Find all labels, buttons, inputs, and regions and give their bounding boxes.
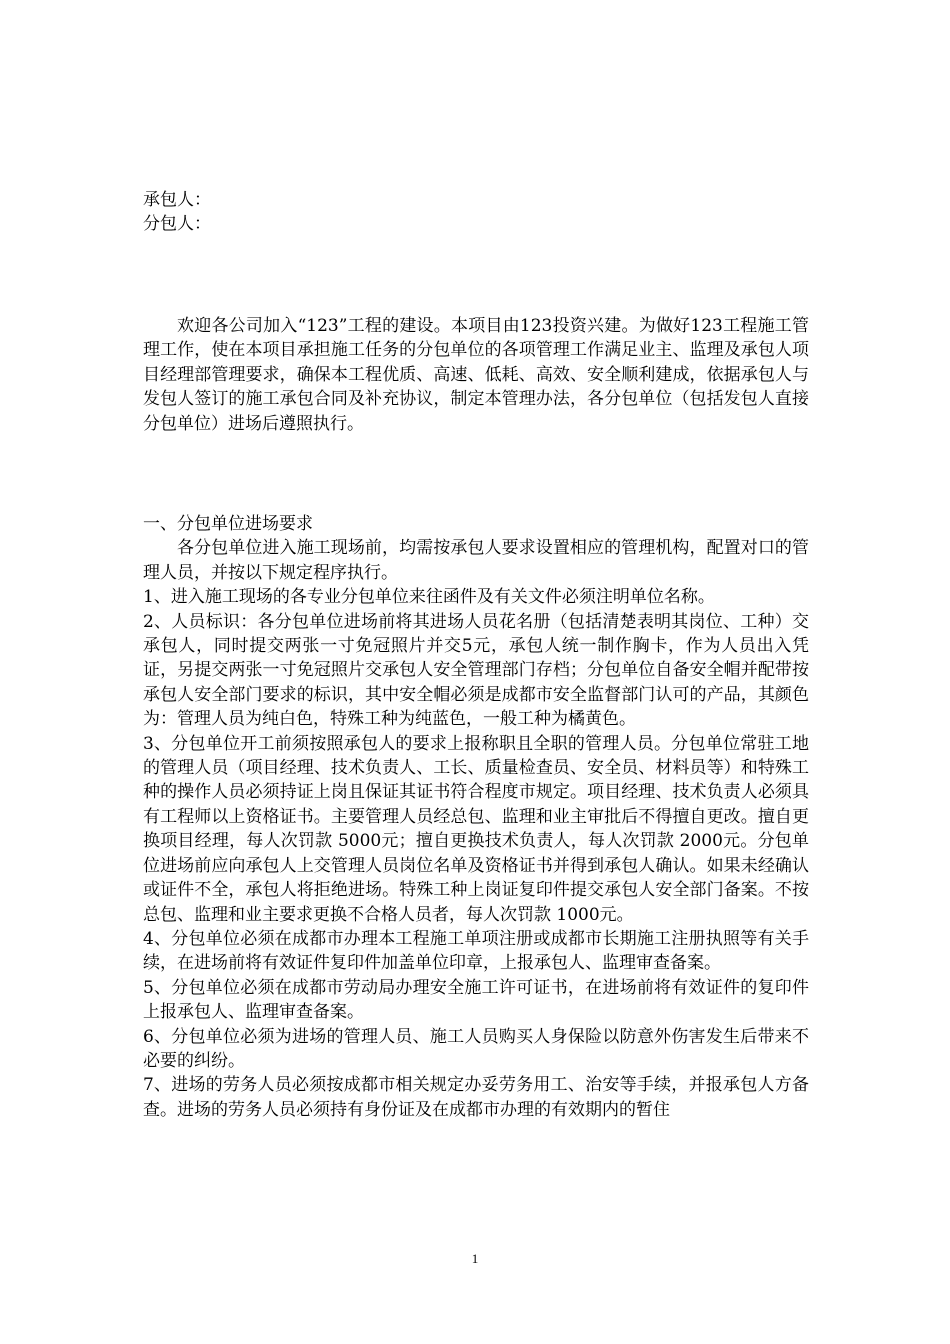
party-block xyxy=(143,188,809,237)
requirement-item-5: 5、分包单位必须在成都市劳动局办理安全施工许可证书，在进场前将有效证件的复印件上报承包人、监理审查备案。 xyxy=(143,977,809,1023)
requirement-item-7: 7、进场的劳务人员必须按成都市相关规定办妥劳务用工、治安等手续，并报承包人方备查。进场的劳务人员必须持有身份证及在成都市办理的有效期内的暂住 xyxy=(143,1075,809,1120)
requirement-item-4: 4、分包单位必须在成都市办理本工程施工单项注册或成都市长期施工注册执照等有关手续，在进场前将有效证件复印件加盖单位印章，上报承包人、监理审查备案。 xyxy=(143,928,809,974)
section-lead-paragraph: 各分包单位进入施工现场前，均需按承包人要求设置相应的管理机构，配置对口的管理人员，并按以下规定程序执行。 xyxy=(143,538,809,583)
requirement-item-3: 3、分包单位开工前须按照承包人的要求上报称职且全职的管理人员。分包单位常驻工地的管理人员（项目经理、技术负责人、工长、质量检查员、安全员、材料员等）和特殊工种的操作人员必须持证上岗且保证其证书符合程度市规定。项目经理、技术负责人必须具有工程师以上资格证书。主要管理人员经总包、监理和业主审批后不得擅自更改。擅自更换项目经理，每人次罚款 5000元；擅自更换技术负责人，每人次罚款 2000元。分包单位进场前应向承包人上交管理人员岗位名单及资格证书并得到承包人确认。如果未经确认或证件不全，承包人将拒绝进场。特殊工种上岗证复印件提交承包人安全部门备案。不按总包、监理和业主要求更换不合格人员者，每人次罚款 1000元。 xyxy=(143,733,809,925)
section-entry-requirements xyxy=(143,512,809,1122)
subcontractor-label: 分包人： xyxy=(143,214,211,235)
contractor-label: 承包人： xyxy=(143,190,211,210)
requirement-item-6: 6、分包单位必须为进场的管理人员、施工人员购买人身保险以防意外伤害发生后带来不必要的纠纷。 xyxy=(143,1026,809,1071)
requirement-item-1: 1、进入施工现场的各专业分包单位来往函件及有关文件必须注明单位名称。 xyxy=(143,587,715,608)
intro-section xyxy=(143,314,809,436)
requirement-item-2: 2、人员标识：各分包单位进场前将其进场人员花名册（包括清楚表明其岗位、工种）交承包人，同时提交两张一寸免冠照片并交5元，承包人统一制作胸卡，作为人员出入凭证，另提交两张一寸免冠照片交承包人安全管理部门存档；分包单位自备安全帽并配带按承包人安全部门要求的标识，其中安全帽必须是成都市安全监督部门认可的产品，其颜色为：管理人员为纯白色，特殊工种为纯蓝色，一般工种为橘黄色。 xyxy=(143,611,809,730)
section-heading: 一、分包单位进场要求 xyxy=(143,514,313,534)
page-number: 1 xyxy=(471,1251,479,1266)
intro-paragraph: 欢迎各公司加入“123”工程的建设。本项目由123投资兴建。为做好123工程施工管理工作，使在本项目承担施工任务的分包单位的各项管理工作满足业主、监理及承包人项目经理部管理要求，确保本工程优质、高速、低耗、高效、安全顺利建成，依据承包人与发包人签订的施工承包合同及补充协议，制定本管理办法，各分包单位（包括发包人直接分包单位）进场后遵照执行。 xyxy=(143,316,809,434)
